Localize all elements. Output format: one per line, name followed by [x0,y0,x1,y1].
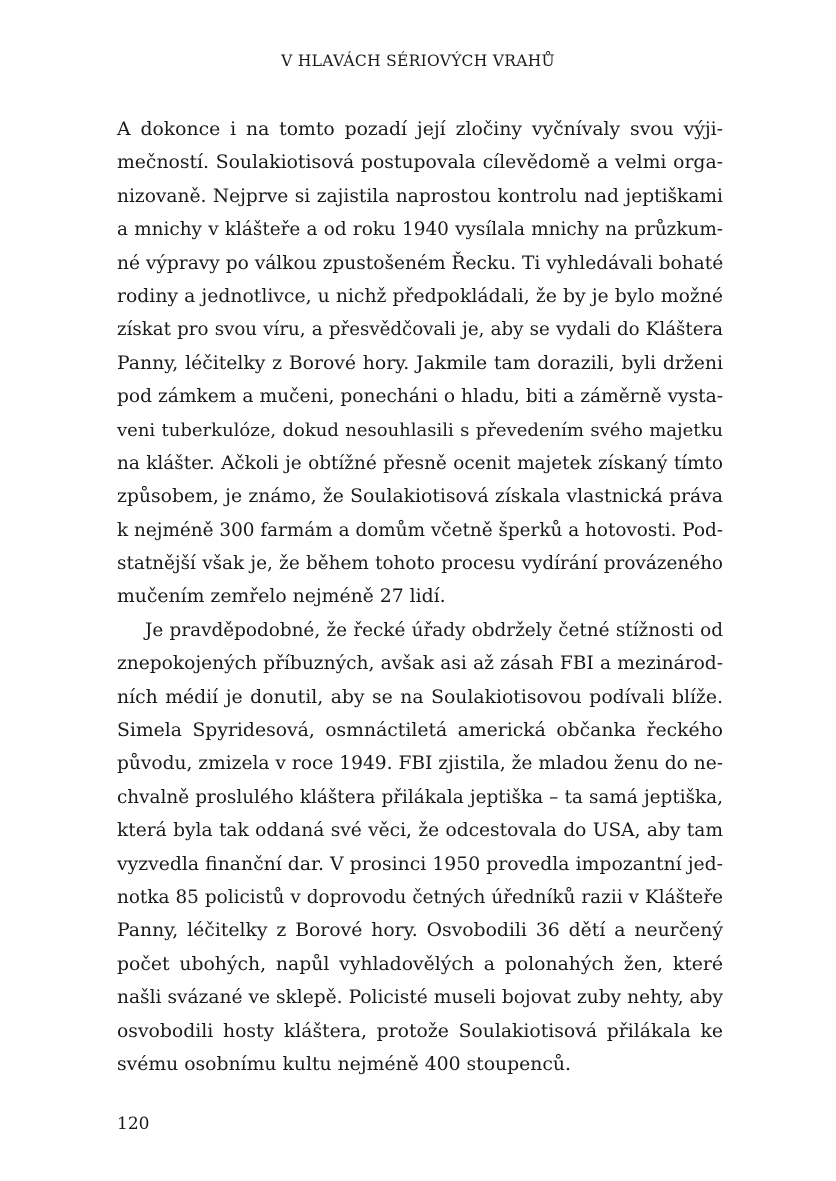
text-line: ních médií je donutil, aby se na Soulakiotisovou podívali blíže. [117,686,723,708]
text-line: rodiny a jednotlivce, u nichž předpokládali, že by je bylo možné [117,285,723,307]
text-line: Je pravděpodobné, že řecké úřady obdržely četné stížnosti od [145,619,723,641]
text-line: chvalně proslulého kláštera přilákala jeptiška – ta samá jeptiška, [117,786,723,808]
text-line: Simela Spyridesová, osmnáctiletá americká občanka řeckého [117,720,723,742]
text-line: na klášter. Ačkoli je obtížné přesně ocenit majetek získaný tímto [117,452,723,474]
text-line: způsobem, je známo, že Soulakiotisová získala vlastnická práva [117,486,723,508]
text-line: statnější však je, že během tohoto procesu vydírání provázeného [117,553,723,575]
text-line: Panny, léčitelky z Borové hory. Osvobodili 36 dětí a neurčený [117,920,723,942]
text-line: která byla tak oddaná své věci, že odcestovala do USA, aby tam [117,820,723,842]
text-line: né výpravy po válkou zpustošeném Řecku. Ti vyhledávali bohaté [117,252,724,274]
text-line: notka 85 policistů v doprovodu četných úředníků razii v Klášteře [117,886,723,908]
text-line: a mnichy v klášteře a od roku 1940 vysílala mnichy na průzkum- [117,219,723,241]
page-number: 120 [117,1114,150,1134]
text-line: vyzvedla finanční dar. V prosinci 1950 provedla impozantní jed- [117,853,723,875]
text-line: počet ubohých, napůl vyhladovělých a polonahých žen, které [117,953,723,975]
text-line: k nejméně 300 farmám a domům včetně šperků a hotovosti. Pod- [117,519,723,541]
text-line: mečností. Soulakiotisová postupovala cílevědomě a velmi orga- [117,152,723,174]
text-line: Panny, léčitelky z Borové hory. Jakmile tam dorazili, byli drženi [117,352,723,374]
text-line: získat pro svou víru, a přesvědčovali je, aby se vydali do Kláštera [117,319,723,341]
text-line: nizovaně. Nejprve si zajistila naprostou kontrolu nad jeptiškami [117,185,723,207]
text-line: znepokojených příbuzných, avšak asi až zásah FBI a mezinárod- [117,653,723,675]
running-head: V HLAVÁCH SÉRIOVÝCH VRAHŮ [281,52,555,70]
body-text [117,113,723,1081]
text-line: našli svázané ve sklepě. Policisté museli bojovat zuby nehty, aby [117,987,723,1009]
text-line: pod zámkem a mučeni, ponecháni o hladu, biti a záměrně vysta- [117,386,723,408]
text-line: mučením zemřelo nejméně 27 lidí. [117,586,446,608]
paragraph-1 [117,113,723,614]
text-line: A dokonce i na tomto pozadí její zločiny vyčnívaly svou výji- [117,119,723,140]
text-line: veni tuberkulóze, dokud nesouhlasili s převedením svého majetku [117,419,723,441]
text-line: osvobodili hosty kláštera, protože Soulakiotisová přilákala ke [117,1020,723,1042]
paragraph-2 [117,614,723,1081]
text-line: původu, zmizela v roce 1949. FBI zjistila, že mladou ženu do ne- [117,753,723,775]
text-line: svému osobnímu kultu nejméně 400 stoupenců. [117,1053,571,1075]
